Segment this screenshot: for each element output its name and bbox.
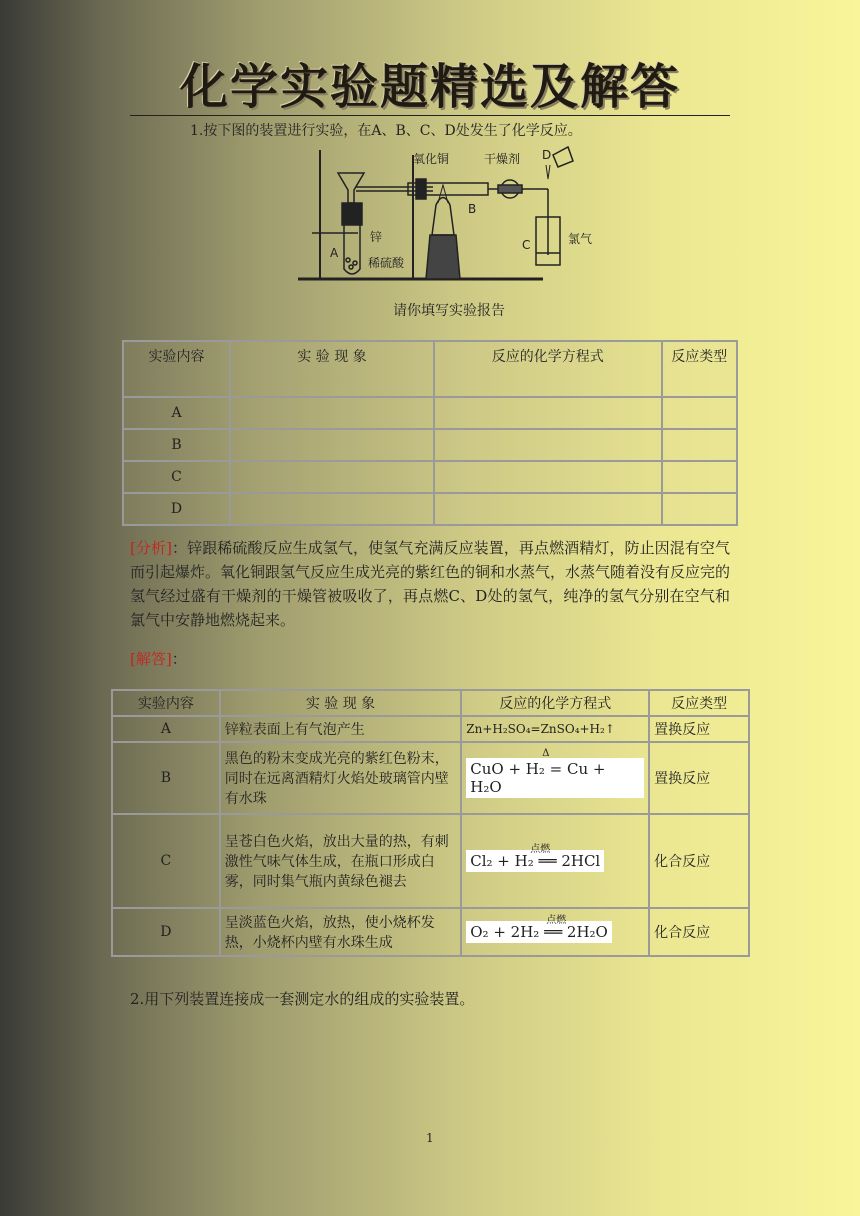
table-row xyxy=(112,716,749,742)
row-label: B xyxy=(112,742,220,814)
table-row xyxy=(112,908,749,956)
label-desiccant: 干燥剂 xyxy=(484,152,521,166)
label-dilute-acid: 稀硫酸 xyxy=(368,256,405,270)
label-D: D xyxy=(542,148,552,162)
type-cell: 化合反应 xyxy=(649,814,749,908)
report-table-blank xyxy=(122,340,738,526)
condition-label: 点燃 xyxy=(546,915,567,926)
condition-label: 点燃 xyxy=(530,844,551,855)
equation-cell xyxy=(461,742,649,814)
phenomenon-cell: 呈苍白色火焰，放出大量的热，有刺激性气味气体生成，在瓶口形成白雾，同时集气瓶内黄绿色褪去 xyxy=(220,814,461,908)
header-cell: 实 验 现 象 xyxy=(230,341,434,397)
equation-cell xyxy=(461,908,649,956)
label-B: B xyxy=(468,202,477,216)
header-cell: 反应类型 xyxy=(649,690,749,716)
document-title: 化学实验题精选及解答 xyxy=(179,59,680,115)
equation-text: CuO + H₂ = Cu + H₂O xyxy=(470,760,606,796)
blank-cell[interactable] xyxy=(434,397,662,429)
answer-label: [解答] xyxy=(130,650,172,668)
page-number: 1 xyxy=(426,1131,434,1145)
report-caption: 请你填写实验报告 xyxy=(393,303,505,319)
table-header-row xyxy=(123,341,737,397)
table-row xyxy=(112,814,749,908)
header-cell: 实验内容 xyxy=(112,690,220,716)
type-cell: 化合反应 xyxy=(649,908,749,956)
type-cell: 置换反应 xyxy=(649,716,749,742)
answer-table xyxy=(111,689,750,957)
equation-cell: Zn+H₂SO₄=ZnSO₄+H₂↑ xyxy=(461,716,649,742)
blank-cell[interactable] xyxy=(662,429,737,461)
table-row xyxy=(112,742,749,814)
row-label: B xyxy=(123,429,230,461)
table-row xyxy=(123,397,737,429)
condition-label: Δ xyxy=(542,748,550,759)
header-cell: 反应的化学方程式 xyxy=(461,690,649,716)
equation-cell xyxy=(461,814,649,908)
question-2: 2.用下列装置连接成一套测定水的组成的实验装置。 xyxy=(130,990,475,1008)
header-cell: 反应类型 xyxy=(662,341,737,397)
equation-image xyxy=(466,748,644,798)
table-header-row xyxy=(112,690,749,716)
answer-heading xyxy=(130,648,187,669)
apparatus-figure xyxy=(298,145,628,285)
label-copper-oxide: 氧化铜 xyxy=(413,152,450,166)
row-label: C xyxy=(112,814,220,908)
header-cell: 反应的化学方程式 xyxy=(434,341,662,397)
blank-cell[interactable] xyxy=(662,493,737,525)
table-row xyxy=(123,461,737,493)
equation-image xyxy=(466,844,604,872)
answer-colon: ： xyxy=(171,650,187,668)
equation-image xyxy=(466,915,612,943)
analysis-text: ：锌跟稀硫酸反应生成氢气，使氢气充满反应装置，再点燃酒精灯，防止因混有空气而引起爆炸。氧化铜跟氢气反应生成光亮的紫红色的铜和水蒸气，水蒸气随着没有反应完的氢气经过盛有干燥剂的干燥管被吸收了，再点燃C、D处的氢气，纯净的氢气分别在空气和氯气中安静地燃烧起来。 xyxy=(130,539,731,629)
row-label: A xyxy=(112,716,220,742)
label-zinc: 锌 xyxy=(370,230,383,244)
blank-cell[interactable] xyxy=(230,493,434,525)
blank-cell[interactable] xyxy=(434,429,662,461)
row-label: C xyxy=(123,461,230,493)
row-label: A xyxy=(123,397,230,429)
equation-text: O₂ + 2H₂ ══ 2H₂O xyxy=(470,923,608,941)
table-row xyxy=(123,493,737,525)
analysis-paragraph xyxy=(130,536,730,632)
title-underline xyxy=(130,115,730,116)
equation-text: Cl₂ + H₂ ══ 2HCl xyxy=(470,852,601,870)
analysis-label: [分析] xyxy=(130,539,172,557)
row-label: D xyxy=(112,908,220,956)
blank-cell[interactable] xyxy=(230,429,434,461)
table-row xyxy=(123,429,737,461)
phenomenon-cell: 呈淡蓝色火焰，放热，使小烧杯发热，小烧杯内壁有水珠生成 xyxy=(220,908,461,956)
label-C: C xyxy=(522,238,531,252)
phenomenon-cell: 锌粒表面上有气泡产生 xyxy=(220,716,461,742)
blank-cell[interactable] xyxy=(662,461,737,493)
blank-cell[interactable] xyxy=(434,493,662,525)
header-cell: 实验内容 xyxy=(123,341,230,397)
type-cell: 置换反应 xyxy=(649,742,749,814)
label-chlorine: 氯气 xyxy=(568,232,593,246)
blank-cell[interactable] xyxy=(434,461,662,493)
label-A: A xyxy=(330,246,339,260)
question-1: 1.按下图的装置进行实验，在A、B、C、D处发生了化学反应。 xyxy=(190,123,582,139)
row-label: D xyxy=(123,493,230,525)
blank-cell[interactable] xyxy=(230,397,434,429)
header-cell: 实 验 现 象 xyxy=(220,690,461,716)
blank-cell[interactable] xyxy=(662,397,737,429)
phenomenon-cell: 黑色的粉末变成光亮的紫红色粉末，同时在远离酒精灯火焰处玻璃管内壁有水珠 xyxy=(220,742,461,814)
blank-cell[interactable] xyxy=(230,461,434,493)
